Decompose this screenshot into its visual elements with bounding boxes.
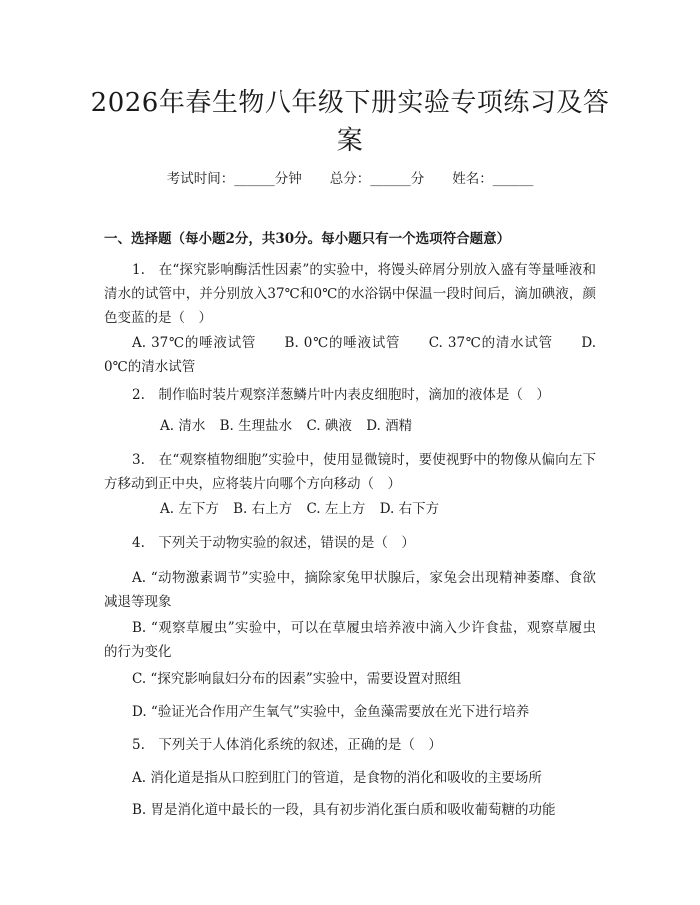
- student-name-field: 姓名：______: [452, 171, 534, 187]
- section-heading: 一、选择题（每小题2分，共30分。每小题只有一个选项符合题意）: [104, 231, 511, 247]
- question-4-option-b: B. “观察草履虫”实验中，可以在草履虫培养液中滴入少许食盐，观察草履虫的行为变化: [104, 620, 596, 660]
- option-c: C. 左上方: [306, 501, 366, 517]
- question-5-option-b: B. 胃是消化道中最长的一段，具有初步消化蛋白质和吸收葡萄糖的功能: [132, 802, 556, 818]
- exam-time-field: 考试时间：______分钟: [166, 171, 302, 187]
- question-4-stem: 4. 下列关于动物实验的叙述，错误的是（ ）: [132, 535, 415, 551]
- total-score-field: 总分：______分: [329, 171, 425, 187]
- option-b: B. 右上方: [233, 501, 293, 517]
- question-1-options: A. 37℃的唾液试管 B. 0℃的唾液试管 C. 37℃的清水试管 D. 0℃的清水试管: [104, 335, 596, 375]
- question-4-option-a: A. “动物激素调节”实验中，摘除家兔甲状腺后，家兔会出现精神萎靡、食欲减退等现象: [104, 570, 596, 610]
- option-d: D. 酒精: [366, 418, 413, 434]
- option-a: A. 左下方: [160, 501, 219, 517]
- question-3-stem: 3. 在“观察植物细胞”实验中，使用显微镜时，要使视野中的物像从偏向左下方移动到正中央，应将装片向哪个方向移动（ ）: [104, 452, 596, 492]
- option-b: B. 生理盐水: [219, 418, 293, 434]
- question-3-options: [104, 497, 596, 521]
- option-a: A. 清水: [160, 418, 206, 434]
- question-4-option-c: C. “探究影响鼠妇分布的因素”实验中，需要设置对照组: [132, 671, 462, 687]
- question-4-option-d: D. “验证光合作用产生氧气”实验中，金鱼藻需要放在光下进行培养: [132, 704, 530, 720]
- option-c: C. 碘液: [306, 418, 352, 434]
- page-title: 2026年春生物八年级下册实验专项练习及答案: [90, 88, 610, 156]
- question-1-stem: 1. 在“探究影响酶活性因素”的实验中，将馒头碎屑分别放入盛有等量唾液和清水的试管中，并分别放入37℃和0℃的水浴锅中保温一段时间后，滴加碘液，颜色变蓝的是（ ）: [104, 262, 596, 326]
- exam-meta: [0, 169, 700, 189]
- question-2-stem: 2. 制作临时装片观察洋葱鳞片叶内表皮细胞时，滴加的液体是（ ）: [132, 387, 550, 403]
- question-5-stem: 5. 下列关于人体消化系统的叙述，正确的是（ ）: [132, 737, 442, 753]
- option-d: D. 右下方: [379, 501, 440, 517]
- question-5-option-a: A. 消化道是指从口腔到肛门的管道，是食物的消化和吸收的主要场所: [132, 770, 542, 786]
- question-2-options: [104, 414, 596, 438]
